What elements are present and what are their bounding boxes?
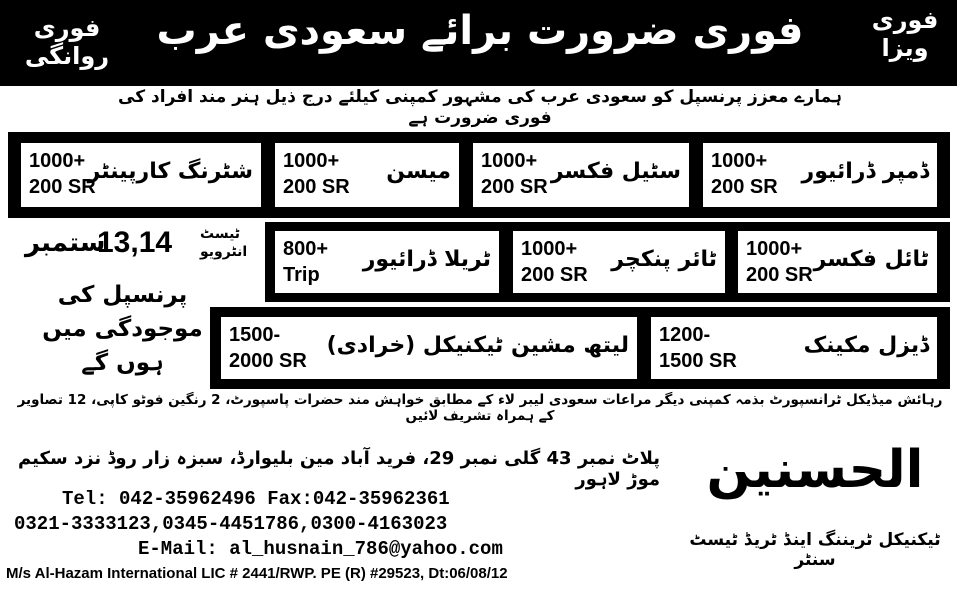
interview-label: انٹرویو	[200, 244, 248, 260]
email-address: E-Mail: al_husnain_786@yahoo.com	[138, 538, 503, 560]
job-title: ڈیزل مکینک	[803, 333, 929, 358]
job-salary-amount: 1200-	[659, 324, 711, 346]
company-tagline: ٹیکنیکل ٹریننگ اینڈ ٹریڈ ٹیسٹ سنٹر	[689, 530, 941, 570]
job-card	[735, 228, 940, 296]
job-card	[272, 140, 462, 210]
job-salary-sr: 200 SR	[283, 176, 350, 198]
job-title: ٹائل فکسر	[813, 247, 929, 272]
job-title: ٹائر پنکچر	[611, 247, 717, 272]
interview-box	[15, 222, 260, 382]
job-salary-amount: 1500-	[229, 324, 281, 346]
job-title: شٹرنگ کارپینٹر	[87, 159, 253, 184]
job-title: ٹریلا ڈرائیور	[362, 247, 491, 272]
job-card	[510, 228, 728, 296]
job-title: ڈمپر ڈرائیور	[801, 159, 929, 184]
left-corner-label: فوری روانگی	[24, 14, 110, 70]
intro-text: ہمارے معزز پرنسپل کو سعودی عرب کی مشہور کمپنی کیلئے درج ذیل ہنر مند افراد کی فوری ضرورت ہے	[118, 87, 842, 128]
tel-fax: Tel: 042-35962496 Fax:042-35962361	[62, 488, 450, 510]
job-salary-amount: 1000+	[283, 150, 340, 172]
job-card	[18, 140, 264, 210]
job-salary-sr: 200 SR	[481, 176, 548, 198]
page-title: فوری ضرورت برائے سعودی عرب	[156, 8, 804, 54]
job-title: میسن	[386, 159, 451, 184]
job-salary-amount: 1000+	[711, 150, 768, 172]
job-card	[272, 228, 502, 296]
job-card	[648, 314, 940, 382]
license-text: M/s Al-Hazam International LIC # 2441/RWP. PE (R) #29523, Dt:06/08/12	[6, 565, 508, 582]
job-title: سٹیل فکسر	[550, 159, 681, 184]
job-salary-amount: 1000+	[481, 150, 538, 172]
job-salary-sr: 2000 SR	[229, 350, 307, 372]
interview-dates: 13,14	[97, 226, 173, 259]
job-salary-sr: 200 SR	[711, 176, 778, 198]
job-title: لیتھ مشین ٹیکنیکل (خرادی)	[326, 333, 629, 358]
job-salary-sr: 200 SR	[746, 264, 813, 286]
company-logo: الحسنین	[706, 440, 924, 500]
interview-month: ستمبر	[25, 228, 106, 258]
job-salary-amount: 1000+	[29, 150, 86, 172]
job-salary-amount: 800+	[283, 238, 329, 260]
job-card	[218, 314, 640, 382]
job-salary-amount: 1000+	[746, 238, 803, 260]
job-salary-sr: 200 SR	[521, 264, 588, 286]
job-salary-sr: 1500 SR	[659, 350, 737, 372]
address-text: پلاٹ نمبر 43 گلی نمبر 29، فرید آباد مین بلیوارڈ، سبزہ زار روڈ نزد سکیم موڑ لاہور	[18, 448, 660, 490]
job-card	[700, 140, 940, 210]
mobile-numbers: 0321-3333123,0345-4451786,0300-4163023	[14, 513, 448, 535]
job-salary-sr: Trip	[283, 264, 320, 286]
test-label: ٹیسٹ	[200, 226, 241, 242]
interview-note: پرنسپل کی موجودگی میں ہوں گے	[42, 282, 203, 376]
right-corner-label: فوری ویزا	[871, 6, 939, 62]
job-card	[470, 140, 692, 210]
job-salary-sr: 200 SR	[29, 176, 96, 198]
job-salary-amount: 1000+	[521, 238, 578, 260]
benefits-text: رہائش میڈیکل ٹرانسپورٹ بذمہ کمپنی دیگر مراعات سعودی لیبر لاء کے مطابق خواہش مند حضرات پاسپورٹ، 2 رنگین فوٹو کاپی، 12 تصاویر کے ہمراہ تشریف لائیں	[17, 392, 943, 424]
